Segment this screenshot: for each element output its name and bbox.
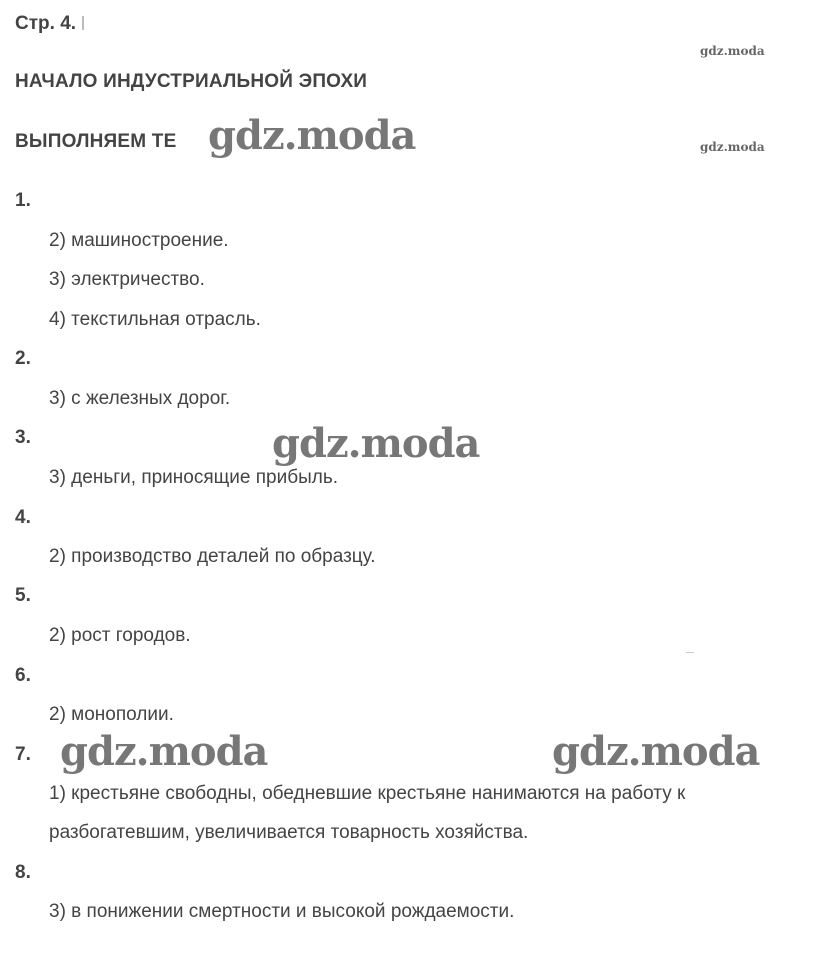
answer-line: 2) производство деталей по образцу. (49, 546, 376, 567)
watermark-large: gdz.moda (552, 728, 760, 775)
answer-line: 2) монополии. (49, 704, 174, 725)
speck (686, 652, 694, 653)
answer-line: 2) рост городов. (49, 625, 191, 646)
page-label-text: Стр. 4. (15, 13, 77, 34)
watermark-large: gdz.moda (60, 728, 268, 775)
watermark-large: gdz.moda (208, 112, 416, 159)
page-label (15, 13, 84, 35)
answer-line: разбогатевшим, увеличивается товарность хозяйства. (49, 822, 529, 843)
question-number: 8. (15, 862, 31, 883)
watermark-large: gdz.moda (272, 420, 480, 467)
subsection-title: ВЫПОЛНЯЕМ ТЕ (15, 131, 177, 152)
answer-line: 4) текстильная отрасль. (49, 309, 261, 330)
question-number: 5. (15, 585, 31, 606)
question-number: 4. (15, 507, 31, 528)
answer-line: 3) электричество. (49, 269, 205, 290)
question-number: 1. (15, 190, 31, 211)
answer-line: 3) в понижении смертности и высокой рождаемости. (49, 901, 515, 922)
answer-line: 1) крестьяне свободны, обедневшие крестьяне нанимаются на работу к (49, 783, 686, 804)
section-title: НАЧАЛО ИНДУСТРИАЛЬНОЙ ЭПОХИ (15, 71, 368, 92)
answer-line: 2) машиностроение. (49, 230, 229, 251)
watermark-small: gdz.moda (700, 44, 765, 58)
watermark-small: gdz.moda (700, 140, 765, 154)
question-number: 6. (15, 665, 31, 686)
answer-line: 3) с железных дорог. (49, 388, 231, 409)
cursor-marker (82, 16, 84, 30)
question-number: 2. (15, 348, 31, 369)
answer-line: 3) деньги, приносящие прибыль. (49, 467, 338, 488)
question-number: 7. (15, 744, 31, 765)
question-number: 3. (15, 427, 31, 448)
